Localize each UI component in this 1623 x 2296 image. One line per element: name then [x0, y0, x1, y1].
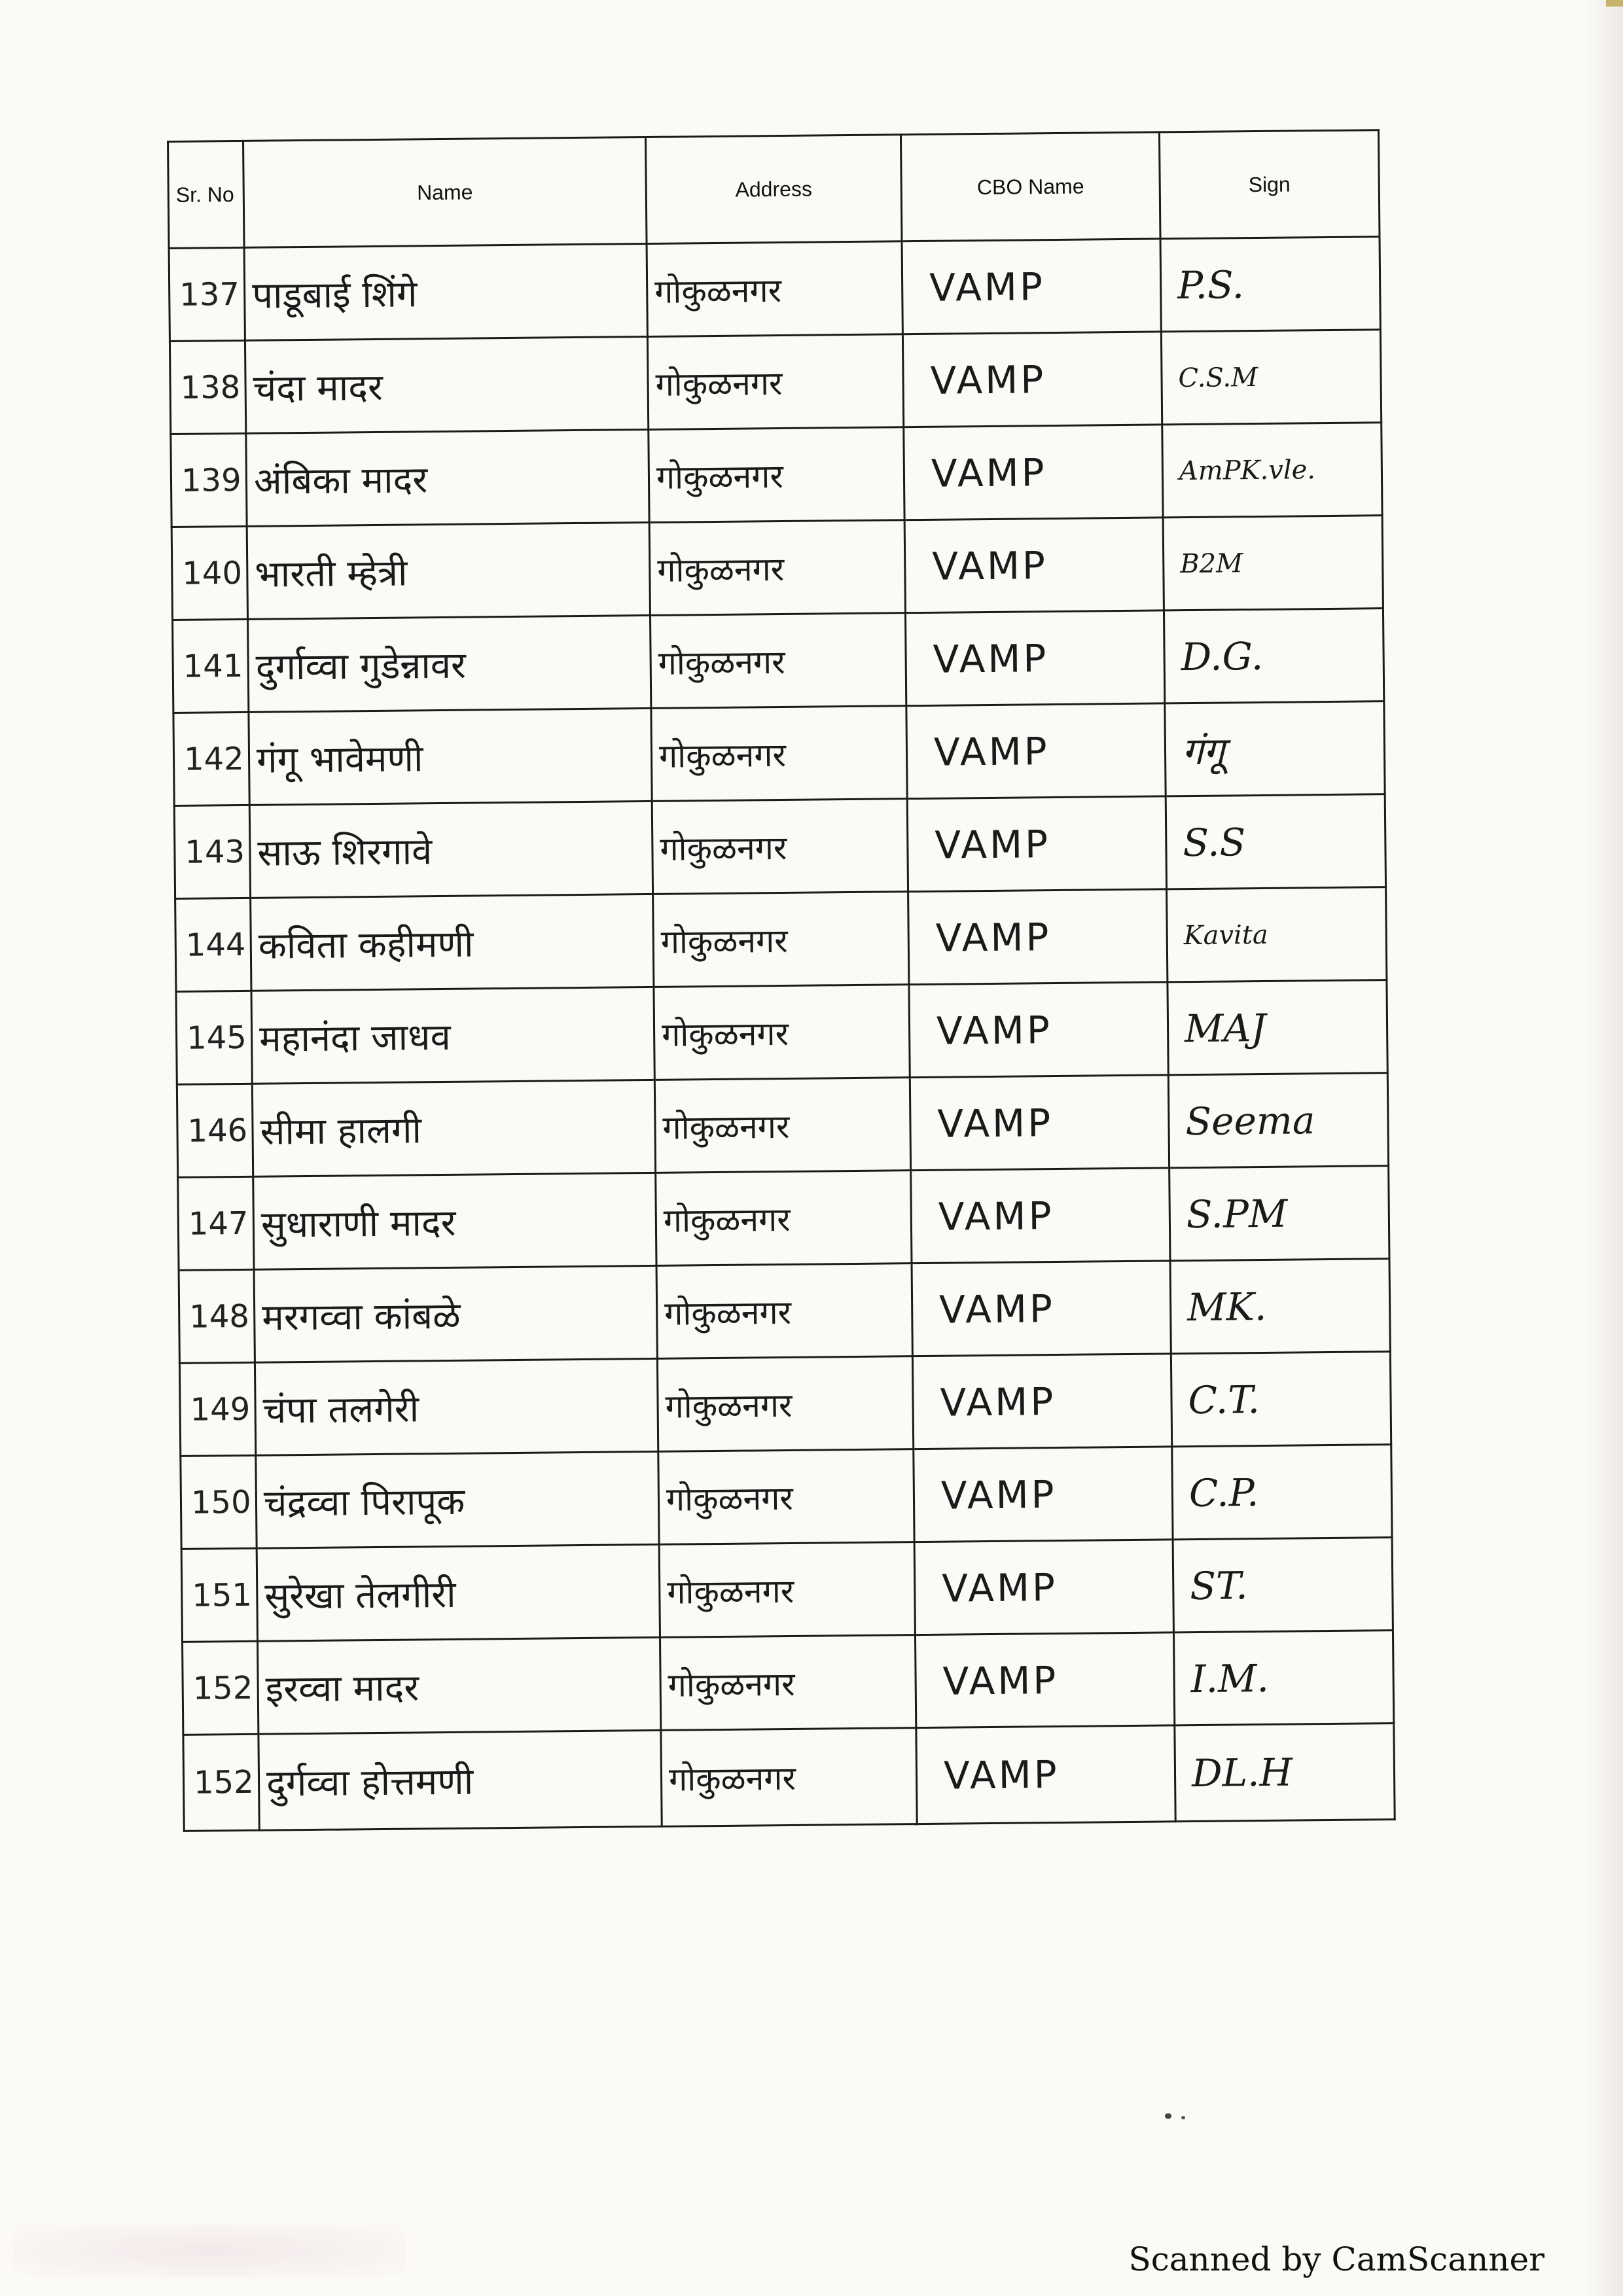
name-cell: दुर्गाव्वा गुडेन्नावर — [248, 615, 651, 712]
signature-cell: B2M — [1163, 516, 1383, 610]
name-cell: भारती म्हेत्री — [247, 522, 650, 619]
sr-no-cell: 152 — [183, 1734, 259, 1831]
cbo-name-cell: VAMP — [909, 982, 1168, 1078]
name-cell: कविता कहीमणी — [251, 894, 654, 991]
address-cell: गोकुळनगर — [658, 1449, 914, 1545]
signature-cell: C.S.M — [1161, 330, 1381, 425]
name-cell: दुर्गव्वा होत्तमणी — [259, 1730, 662, 1830]
name-cell: सुरेखा तेलगीरी — [257, 1544, 660, 1641]
table-row — [175, 887, 1387, 992]
address-cell: गोकुळनगर — [659, 1542, 915, 1638]
header-address: Address — [645, 135, 902, 244]
address-cell: गोकुळनगर — [651, 706, 907, 802]
name-cell: चंद्रव्वा पिरापूक — [256, 1451, 659, 1548]
cbo-name-cell: VAMP — [902, 239, 1161, 334]
address-cell: गोकुळनगर — [653, 892, 909, 987]
sr-no-cell: 138 — [169, 340, 245, 434]
signature-cell: MAJ — [1168, 980, 1387, 1075]
sr-no-cell: 151 — [181, 1548, 257, 1642]
sr-no-cell: 152 — [183, 1641, 259, 1735]
signature-cell: I.M. — [1173, 1631, 1393, 1725]
name-cell: अंबिका मादर — [246, 429, 649, 526]
table-row — [174, 794, 1385, 899]
name-cell: महानंदा जाधव — [251, 987, 654, 1084]
cbo-name-cell: VAMP — [910, 1075, 1169, 1171]
cbo-name-cell: VAMP — [908, 889, 1168, 985]
signature-cell: C.T. — [1171, 1352, 1391, 1447]
address-cell: गोकुळनगर — [647, 241, 902, 337]
table-row — [173, 609, 1384, 713]
ink-speck — [1181, 2116, 1185, 2119]
address-cell: गोकुळनगर — [649, 427, 904, 523]
address-cell: गोकुळनगर — [649, 520, 905, 616]
signature-cell: C.P. — [1172, 1445, 1392, 1540]
table-row — [169, 330, 1381, 434]
header-row — [168, 130, 1380, 249]
name-cell: इरव्वा मादर — [258, 1637, 661, 1734]
cbo-name-cell: VAMP — [912, 1261, 1171, 1356]
signature-cell: D.G. — [1164, 609, 1383, 703]
signature-cell: AmPK.vle. — [1162, 423, 1382, 518]
name-cell: सुधाराणी मादर — [253, 1173, 656, 1269]
sr-no-cell: 148 — [179, 1269, 255, 1363]
signature-cell: Kavita — [1167, 887, 1387, 982]
sr-no-cell: 142 — [173, 712, 249, 805]
signature-cell: गंगू — [1165, 701, 1385, 796]
signature-cell: S.S — [1166, 794, 1385, 889]
cbo-name-cell: VAMP — [902, 332, 1162, 427]
name-cell: साऊ शिरगावे — [249, 801, 652, 898]
table-row — [169, 237, 1380, 342]
table-row — [173, 701, 1385, 806]
address-cell: गोकुळनगर — [647, 334, 903, 430]
sr-no-cell: 143 — [174, 805, 250, 898]
cbo-name-cell: VAMP — [907, 796, 1166, 892]
address-cell: गोकुळनगर — [656, 1171, 912, 1266]
cbo-name-cell: VAMP — [916, 1725, 1175, 1824]
sr-no-cell: 150 — [181, 1455, 257, 1549]
signature-cell: P.S. — [1160, 237, 1380, 332]
signature-cell: DL.H — [1175, 1723, 1395, 1822]
cbo-name-cell: VAMP — [911, 1168, 1170, 1263]
cbo-name-cell: VAMP — [905, 610, 1164, 706]
table-row — [176, 980, 1387, 1085]
header-cbo-name: CBO Name — [901, 132, 1160, 241]
cbo-name-cell: VAMP — [915, 1633, 1174, 1728]
corner-mark — [1606, 0, 1623, 7]
smudge — [13, 2225, 406, 2277]
table-row — [171, 423, 1382, 527]
scanner-watermark: Scanned by CamScanner — [1128, 2240, 1544, 2278]
address-cell: गोकुळनगर — [656, 1263, 912, 1359]
cbo-name-cell: VAMP — [914, 1447, 1173, 1542]
sr-no-cell: 147 — [178, 1176, 254, 1270]
sr-no-cell: 144 — [175, 898, 251, 991]
signature-cell: S.PM — [1169, 1166, 1389, 1261]
table-row — [178, 1166, 1389, 1271]
address-cell: गोकुळनगर — [654, 985, 910, 1080]
cbo-name-cell: VAMP — [912, 1354, 1171, 1449]
ink-speck — [1165, 2113, 1171, 2119]
attendance-table — [167, 129, 1396, 1832]
cbo-name-cell: VAMP — [906, 703, 1166, 799]
address-cell: गोकुळनगर — [652, 799, 908, 894]
page-edge-shadow — [1584, 0, 1623, 2296]
table-row — [183, 1723, 1395, 1831]
address-cell: गोकुळनगर — [650, 613, 906, 709]
signature-cell: MK. — [1170, 1259, 1390, 1354]
table-row — [177, 1073, 1388, 1178]
sr-no-cell: 137 — [169, 247, 245, 341]
sr-no-cell: 145 — [176, 991, 252, 1084]
name-cell: सीमा हालगी — [252, 1080, 655, 1176]
sr-no-cell: 140 — [171, 526, 247, 620]
cbo-name-cell: VAMP — [904, 425, 1163, 520]
sr-no-cell: 149 — [179, 1362, 255, 1456]
table-row — [181, 1445, 1392, 1549]
attendance-sheet — [167, 129, 1394, 1832]
signature-cell: ST. — [1173, 1538, 1393, 1633]
address-cell: गोकुळनगर — [660, 1635, 916, 1731]
cbo-name-cell: VAMP — [904, 518, 1164, 613]
address-cell: गोकुळनगर — [654, 1078, 910, 1173]
sr-no-cell: 141 — [173, 619, 249, 713]
address-cell: गोकुळनगर — [657, 1356, 913, 1452]
name-cell: पाडूबाई शिंगे — [244, 243, 647, 340]
header-sign: Sign — [1159, 130, 1380, 239]
table-row — [181, 1538, 1393, 1642]
name-cell: चंदा मादर — [245, 336, 648, 433]
sr-no-cell: 146 — [177, 1084, 253, 1177]
sr-no-cell: 139 — [171, 433, 247, 527]
address-cell: गोकुळनगर — [661, 1728, 917, 1827]
signature-cell: Seema — [1168, 1073, 1388, 1168]
name-cell: मरगव्वा कांबळे — [254, 1265, 657, 1362]
header-sr-no: Sr. No — [168, 141, 245, 248]
table-row — [171, 516, 1383, 620]
header-name: Name — [243, 137, 647, 247]
table-row — [183, 1631, 1394, 1735]
table-row — [179, 1259, 1390, 1364]
name-cell: गंगू भावेमणी — [249, 708, 652, 805]
table-row — [179, 1352, 1391, 1457]
name-cell: चंपा तलगेरी — [255, 1358, 658, 1455]
cbo-name-cell: VAMP — [914, 1540, 1173, 1635]
